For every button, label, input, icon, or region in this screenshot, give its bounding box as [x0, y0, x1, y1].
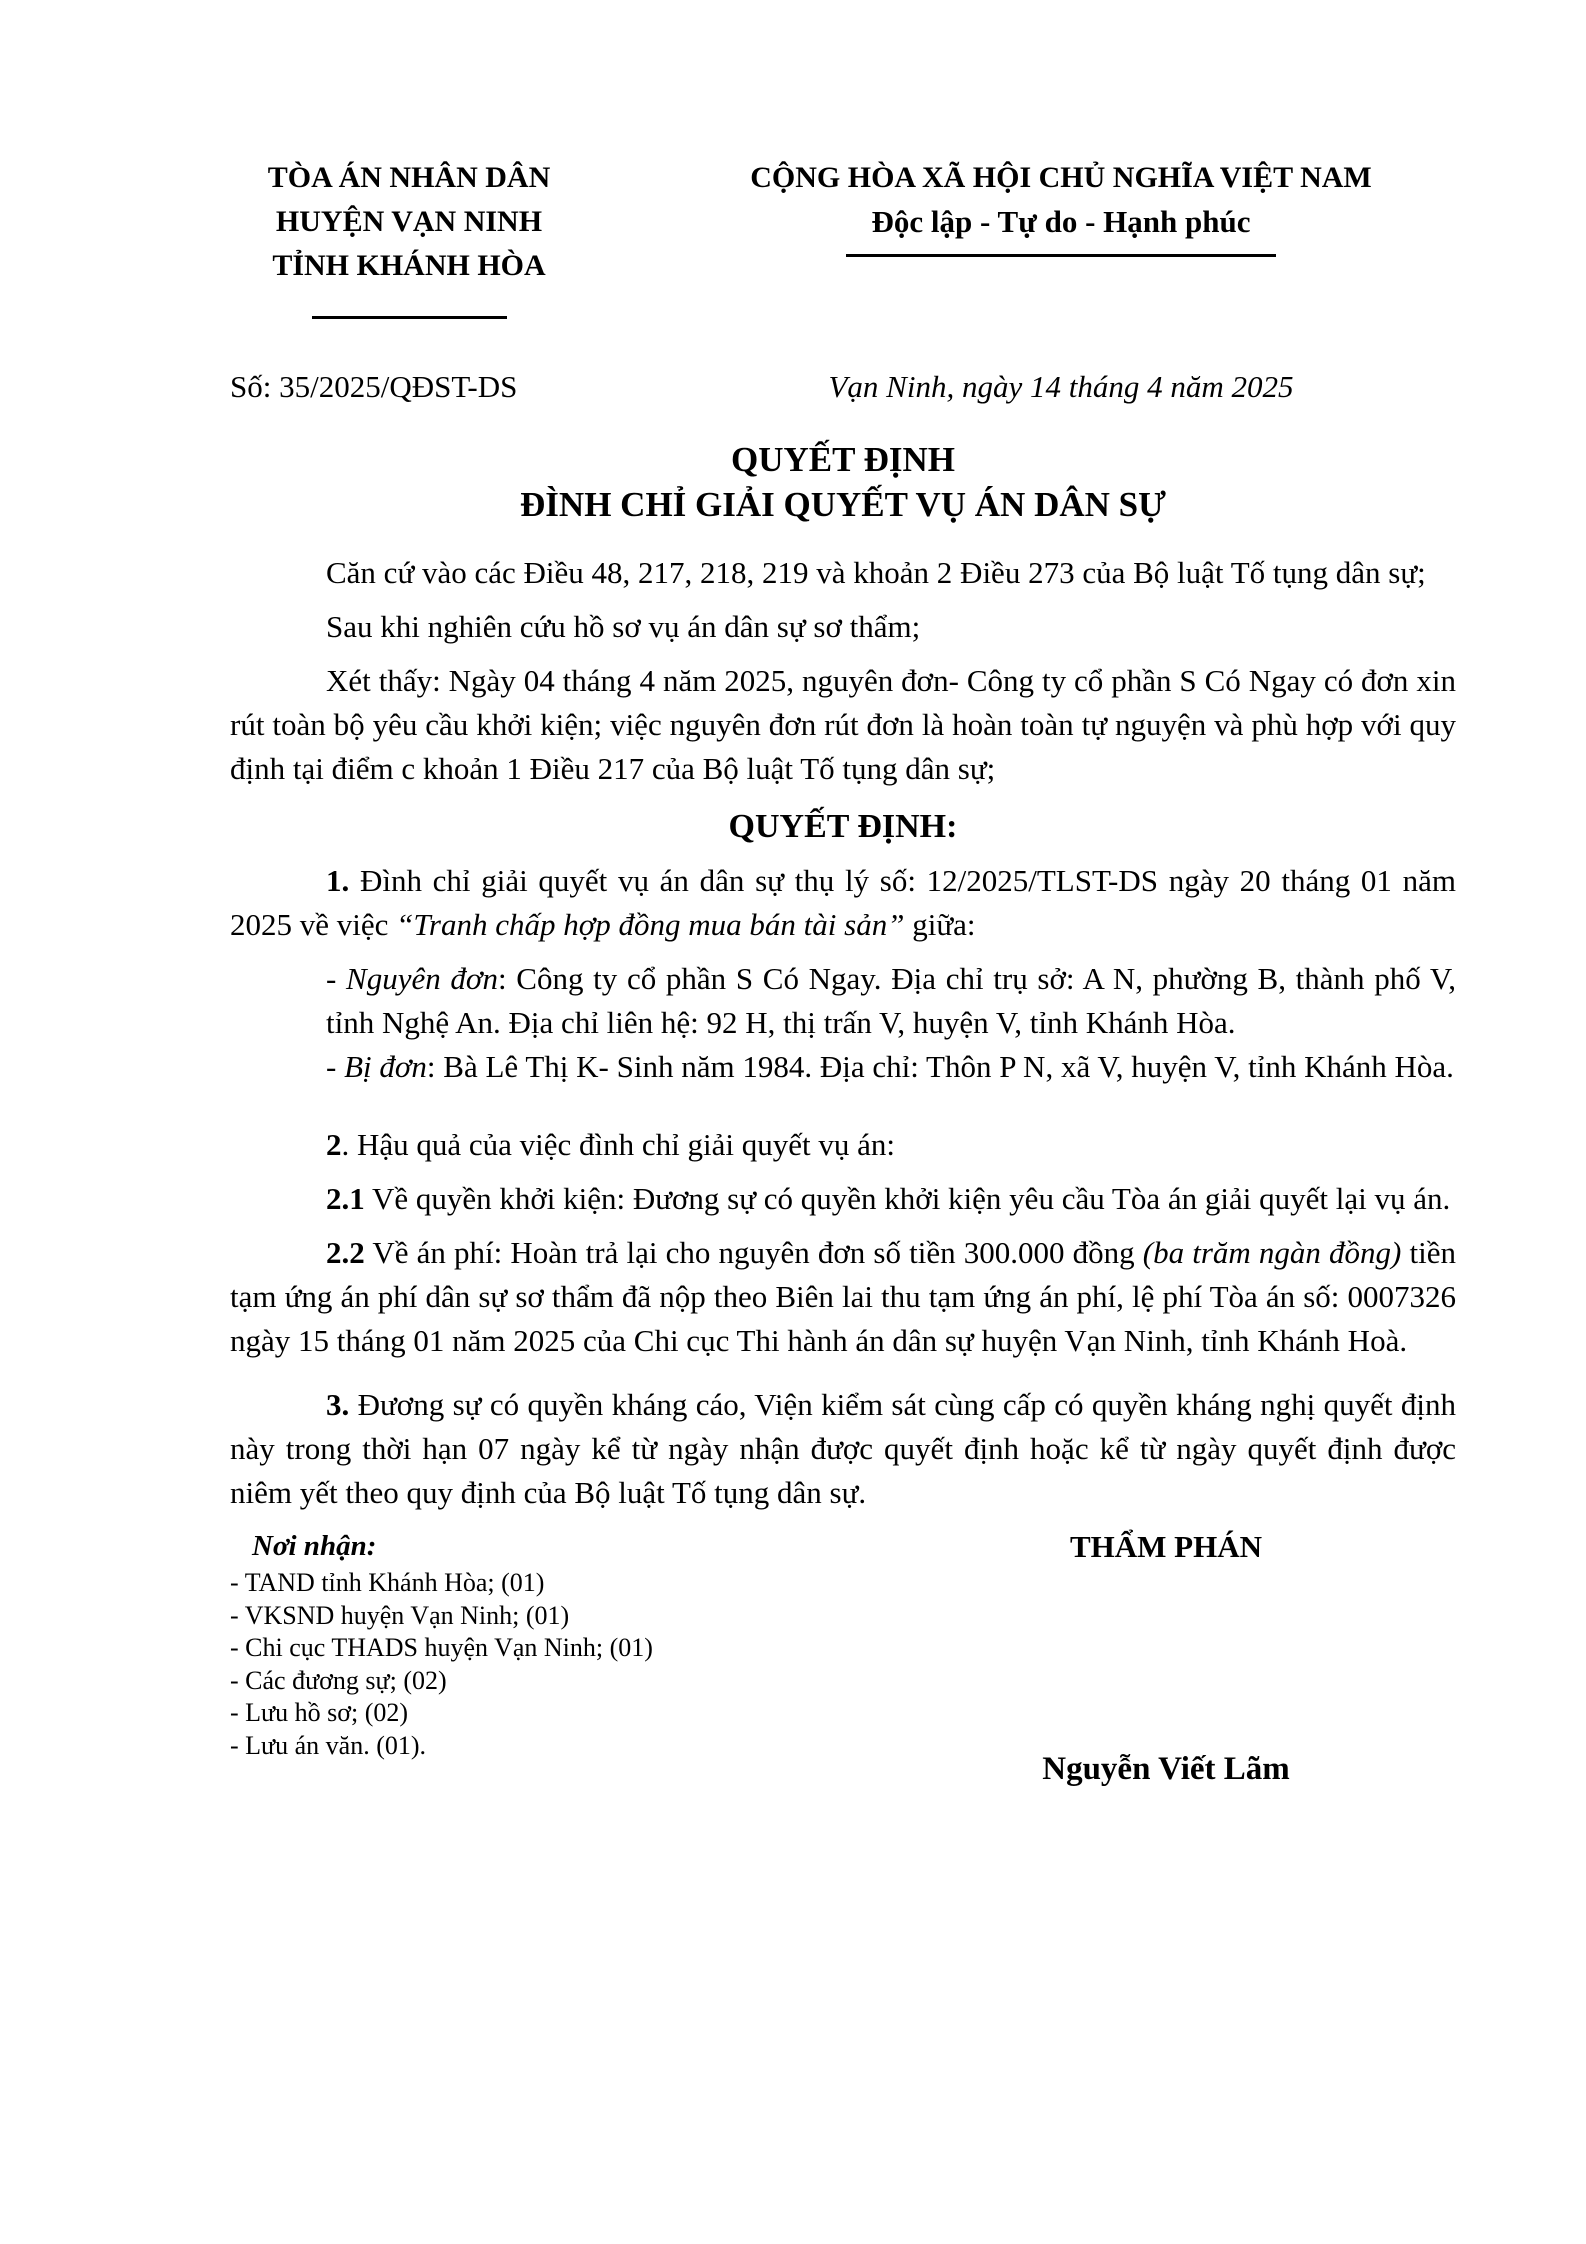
judge-name: Nguyễn Viết Lãm	[1042, 1751, 1290, 1787]
amount-in-words: (ba trăm ngàn đồng)	[1142, 1235, 1402, 1270]
plaintiff-text: : Công ty cổ phần S Có Ngay. Địa chỉ trụ sở: A N, phường B, thành phố V, tỉnh Nghệ An. Địa chỉ liên hệ: 92 H, thị trấn V, huyện V, tỉnh Khánh Hòa.	[326, 961, 1456, 1040]
place-date: Vạn Ninh, ngày 14 tháng 4 năm 2025	[828, 369, 1294, 404]
document-title: QUYẾT ĐỊNH	[731, 440, 955, 479]
ruling-item-1-number: 1.	[326, 863, 350, 898]
ruling-item-3-number: 3.	[326, 1387, 350, 1422]
ruling-item-2-1-text: Về quyền khởi kiện: Đương sự có quyền khởi kiện yêu cầu Tòa án giải quyết lại vụ án.	[364, 1181, 1451, 1216]
ruling-item-2-1-number: 2.1	[326, 1181, 365, 1216]
ruling-item-2-2-text-after: tiền tạm ứng án phí dân sự sơ thẩm đã nộp theo Biên lai thu tạm ứng án phí, lệ phí Tòa án số: 0007326 ngày 15 tháng 01 năm 2025 của Chi cục Thi hành án dân sự huyện Vạn Ninh, tỉnh Khánh Hoà.	[230, 1235, 1456, 1358]
defendant-label: Bị đơn	[344, 1049, 427, 1084]
signature-block	[876, 1525, 1456, 1791]
ruling-item-2-2	[230, 1231, 1456, 1363]
case-name: “Tranh chấp hợp đồng mua bán tài sản”	[396, 907, 905, 942]
court-name-line1: TÒA ÁN NHÂN DÂN	[267, 161, 551, 194]
court-name-line3: TỈNH KHÁNH HÒA	[272, 249, 546, 282]
ruling-item-3	[230, 1383, 1456, 1515]
recipient-item: - Các đương sự; (02)	[230, 1665, 447, 1695]
preamble-paragraph-2: Sau khi nghiên cứu hồ sơ vụ án dân sự sơ thẩm;	[326, 609, 921, 644]
court-block	[234, 156, 584, 332]
ruling-item-2-number: 2	[326, 1127, 342, 1162]
defendant-text: : Bà Lê Thị K- Sinh năm 1984. Địa chỉ: Thôn P N, xã V, huyện V, tỉnh Khánh Hòa.	[426, 1049, 1454, 1084]
meta-row	[230, 364, 1456, 409]
recipients-block	[230, 1525, 876, 1791]
judge-title: THẨM PHÁN	[1069, 1529, 1262, 1564]
plaintiff-label: Nguyên đơn	[346, 961, 498, 996]
ruling-item-3-text: Đương sự có quyền kháng cáo, Viện kiểm sát cùng cấp có quyền kháng nghị quyết định này trong thời hạn 07 ngày kể từ ngày nhận được quyết định hoặc kể từ ngày quyết định được niêm yết theo quy định của Bộ luật Tố tụng dân sự.	[230, 1387, 1456, 1510]
motto-line: Độc lập - Tự do - Hạnh phúc	[871, 204, 1251, 239]
document-number: Số: 35/2025/QĐST-DS	[230, 369, 518, 404]
national-name-line: CỘNG HÒA XÃ HỘI CHỦ NGHĨA VIỆT NAM	[750, 161, 1372, 194]
preamble-paragraph-1: Căn cứ vào các Điều 48, 217, 218, 219 và khoản 2 Điều 273 của Bộ luật Tố tụng dân sự;	[326, 555, 1426, 590]
court-name-line2: HUYỆN VẠN NINH	[275, 205, 543, 238]
court-underline	[312, 314, 507, 319]
ruling-item-2	[230, 1123, 1456, 1167]
ruling-heading: QUYẾT ĐỊNH:	[728, 808, 958, 845]
ruling-item-2-2-number: 2.2	[326, 1235, 365, 1270]
recipient-item: - Chi cục THADS huyện Vạn Ninh; (01)	[230, 1633, 653, 1662]
preamble-paragraph-3: Xét thấy: Ngày 04 tháng 4 năm 2025, nguyên đơn- Công ty cổ phần S Có Ngay có đơn xin rút toàn bộ yêu cầu khởi kiện; việc nguyên đơn rút đơn là hoàn toàn tự nguyện và phù hợp với quy định tại điểm c khoản 1 Điều 217 của Bộ luật Tố tụng dân sự;	[230, 663, 1456, 786]
plaintiff-dash: -	[326, 961, 347, 996]
plaintiff-line	[326, 957, 1456, 1045]
defendant-dash: -	[326, 1049, 345, 1084]
ruling-item-1-text-before: Đình chỉ giải quyết vụ án dân sự thụ lý số: 12/2025/TLST-DS ngày 20 tháng 01 năm 2025 về việc	[230, 863, 1456, 942]
ruling-item-1	[230, 859, 1456, 947]
recipients-label: Nơi nhận:	[252, 1530, 377, 1562]
recipient-item: - VKSND huyện Vạn Ninh; (01)	[230, 1600, 570, 1630]
document-body	[230, 551, 1456, 1515]
recipient-item: - TAND tỉnh Khánh Hòa; (01)	[230, 1568, 545, 1597]
document-header	[230, 156, 1456, 332]
national-motto-block	[666, 156, 1456, 262]
document-footer	[230, 1525, 1456, 1791]
defendant-line	[326, 1045, 1456, 1089]
document-title-block	[230, 437, 1456, 527]
ruling-item-2-1	[230, 1177, 1456, 1221]
document-subtitle: ĐÌNH CHỈ GIẢI QUYẾT VỤ ÁN DÂN SỰ	[520, 485, 1166, 524]
ruling-item-1-text-after: giữa:	[904, 907, 976, 942]
ruling-item-2-text: . Hậu quả của việc đình chỉ giải quyết vụ án:	[341, 1127, 896, 1162]
recipient-item: - Lưu hồ sơ; (02)	[230, 1698, 409, 1727]
motto-underline	[846, 252, 1276, 257]
recipient-item: - Lưu án văn. (01).	[230, 1730, 427, 1760]
ruling-item-2-2-text-before: Về án phí: Hoàn trả lại cho nguyên đơn số tiền 300.000 đồng	[364, 1235, 1143, 1270]
